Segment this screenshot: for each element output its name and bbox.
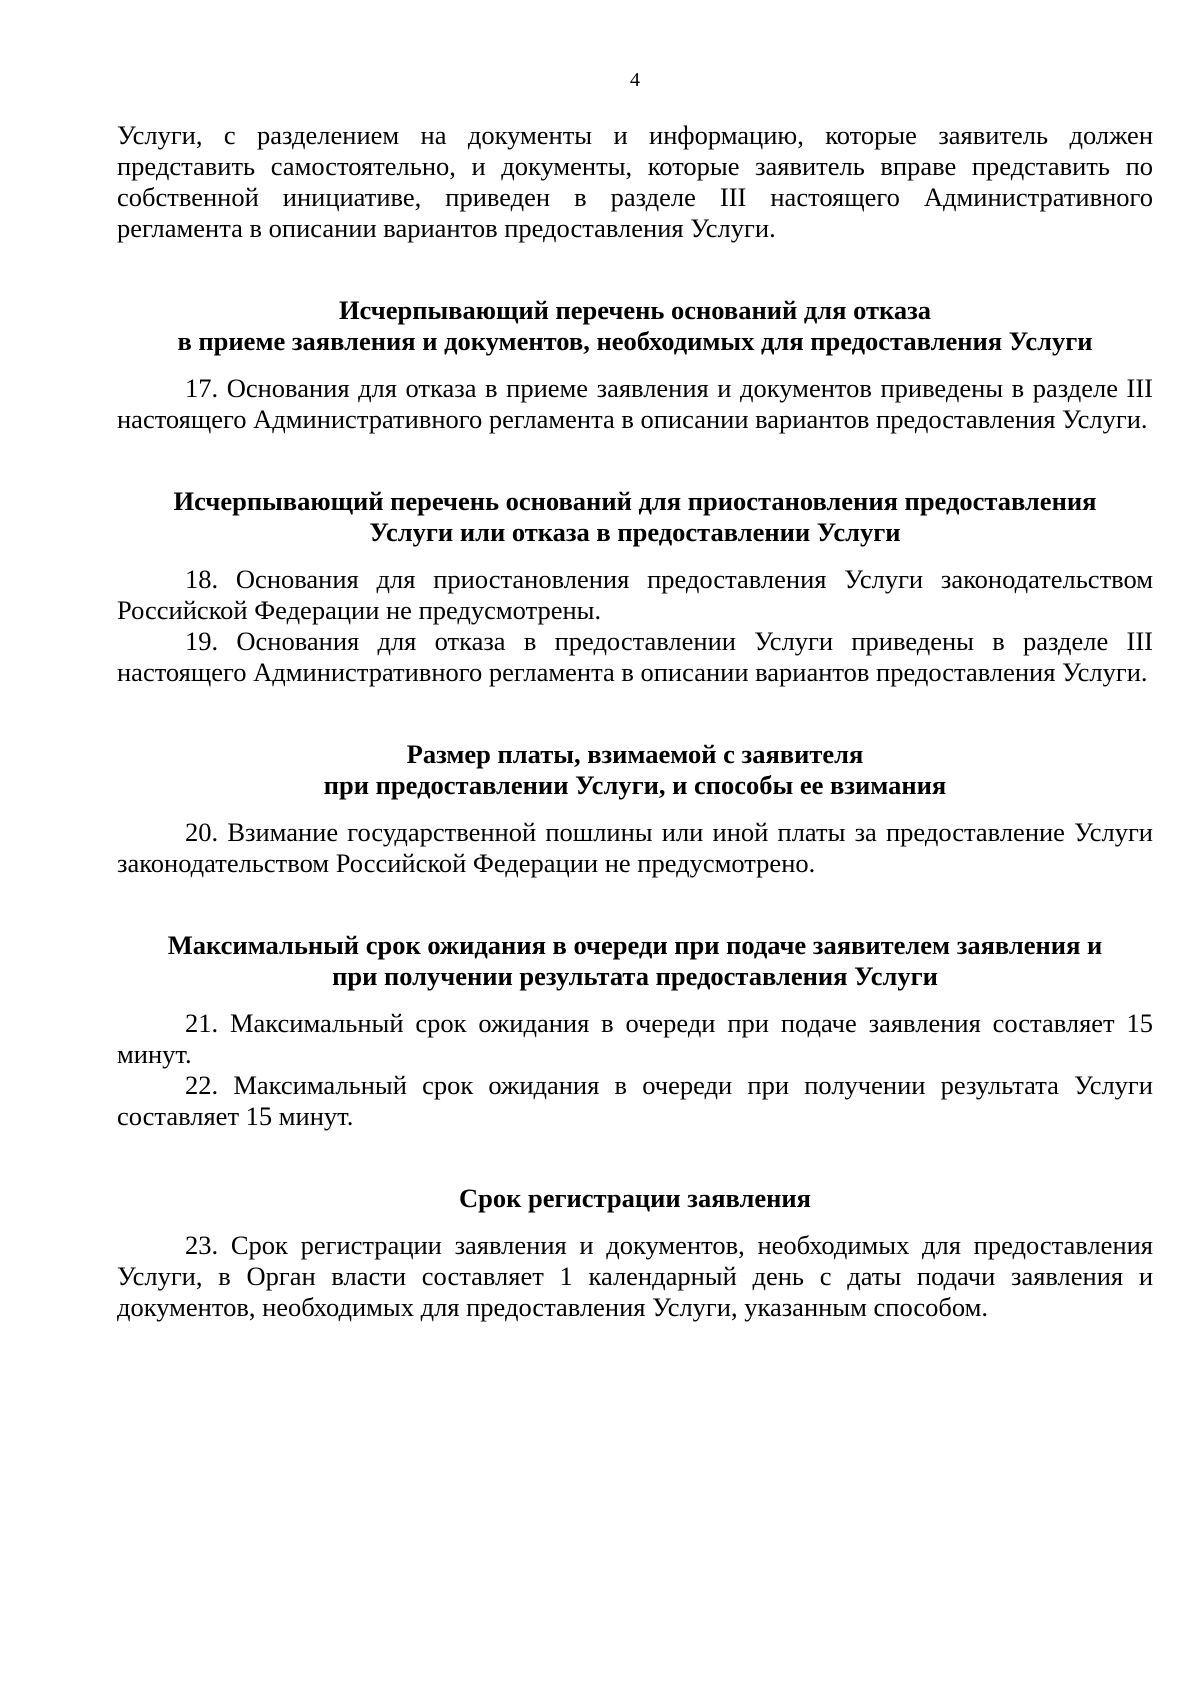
paragraph-19: 19. Основания для отказа в предоставлении Услуги приведены в разделе III настоящего Административного регламента в описании вариантов предоставления Услуги.: [117, 626, 1153, 687]
paragraph-20: 20. Взимание государственной пошлины или иной платы за предоставление Услуги законодательством Российской Федерации не предусмотрено.: [117, 817, 1153, 878]
heading-line: Срок регистрации заявления: [458, 1183, 812, 1213]
section-heading: [117, 486, 1153, 548]
heading-spacer: [117, 801, 1153, 817]
heading-spacer: [117, 357, 1153, 373]
heading-line: при предоставлении Услуги, и способы ее взимания: [323, 770, 947, 800]
section-queue-wait: [117, 930, 1153, 1132]
heading-spacer: [117, 548, 1153, 564]
section-heading: [117, 295, 1153, 357]
heading-line: в приеме заявления и документов, необходимых для предоставления Услуги: [177, 326, 1093, 356]
section-fee: [117, 739, 1153, 879]
section-spacer: [117, 879, 1153, 930]
document-body: [117, 120, 1153, 1323]
paragraph-17: 17. Основания для отказа в приеме заявления и документов приведены в разделе III настоящего Административного регламента в описании вариантов предоставления Услуги.: [117, 373, 1153, 434]
paragraph-18: 18. Основания для приостановления предоставления Услуги законодательством Российской Федерации не предусмотрены.: [117, 564, 1153, 625]
paragraph-21: 21. Максимальный срок ожидания в очереди при подаче заявления составляет 15 минут.: [117, 1008, 1153, 1069]
section-heading: [117, 930, 1153, 992]
section-spacer: [117, 244, 1153, 295]
heading-line: при получении результата предоставления Услуги: [332, 961, 938, 991]
section-suspension-refusal: [117, 486, 1153, 688]
intro-paragraph: Услуги, с разделением на документы и информацию, которые заявитель должен представить самостоятельно, и документы, которые заявитель вправе представить по собственной инициативе, приведен в разделе III настоящего Административного регламента в описании вариантов предоставления Услуги.: [117, 120, 1153, 243]
section-refusal-acceptance: [117, 295, 1153, 435]
paragraph-22: 22. Максимальный срок ожидания в очереди при получении результата Услуги составляет 15 минут.: [117, 1070, 1153, 1131]
section-heading: [117, 739, 1153, 801]
heading-spacer: [117, 1214, 1153, 1230]
section-registration-term: [117, 1183, 1153, 1323]
section-heading: [117, 1183, 1153, 1214]
heading-line: Исчерпывающий перечень оснований для приостановления предоставления: [173, 486, 1097, 516]
section-spacer: [117, 688, 1153, 739]
heading-line: Исчерпывающий перечень оснований для отказа: [338, 295, 932, 325]
heading-line: Максимальный срок ожидания в очереди при подаче заявителем заявления и: [167, 930, 1103, 960]
heading-line: Размер платы, взимаемой с заявителя: [406, 739, 864, 769]
section-spacer: [117, 1132, 1153, 1183]
heading-line: Услуги или отказа в предоставлении Услуги: [369, 517, 901, 547]
section-spacer: [117, 435, 1153, 486]
heading-spacer: [117, 992, 1153, 1008]
paragraph-23: 23. Срок регистрации заявления и документов, необходимых для предоставления Услуги, в Орган власти составляет 1 календарный день с даты подачи заявления и документов, необходимых для предоставления Услуги, указанным способом.: [117, 1230, 1153, 1322]
page-number: 4: [630, 69, 640, 91]
